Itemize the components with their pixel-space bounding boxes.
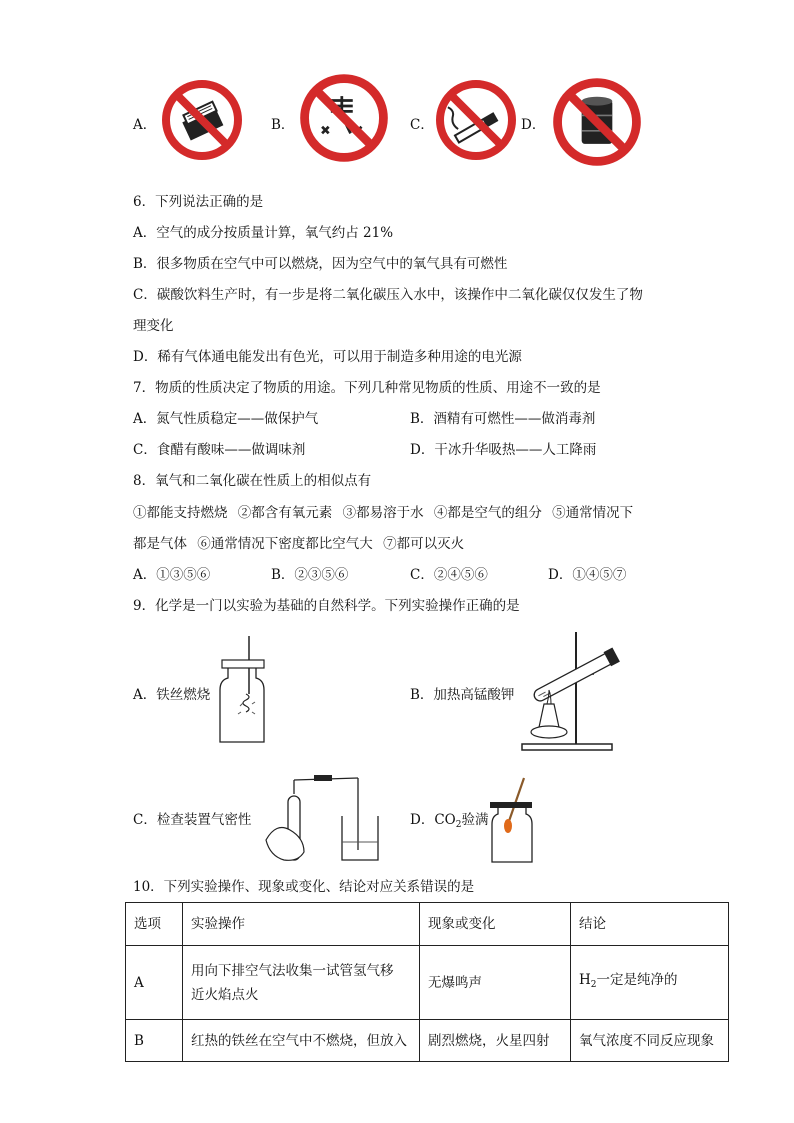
q7-option-c: C．食醋有酸味——做调味剂 [133,442,306,458]
table-row [126,1020,729,1062]
q10-stem: 10．下列实验操作、现象或变化、结论对应关系错误的是 [133,879,475,895]
q8-option-d: D．①④⑤⑦ [548,567,627,583]
row-b-operation: 红热的铁丝在空气中不燃烧，但放入 [183,1020,420,1062]
q9-option-d: D．$CO_2$验满 [410,812,489,830]
q9-stem: 9．化学是一门以实验为基础的自然科学。下列实验操作正确的是 [133,598,520,614]
sign-label-a: A． [133,117,157,133]
q7-stem: 7．物质的性质决定了物质的用途。下列几种常见物质的性质、用途不一致的是 [133,380,601,396]
q9-option-a: A．铁丝燃烧 [133,687,211,703]
q9-option-c: C．检查装置气密性 [133,812,252,828]
q7-option-d: D．干冰升华吸热——人工降雨 [410,442,597,458]
q7-option-a: A．氮气性质稳定——做保护气 [133,411,319,427]
q6-option-d: D．稀有气体通电能发出有色光，可以用于制造多种用途的电光源 [133,349,522,365]
row-a-conclusion: $H_2$一定是纯净的 [571,946,729,1020]
q8-statements-line1: ①都能支持燃烧 ②都含有氧元素 ③都易溶于水 ④都是空气的组分 ⑤通常情况下 [133,505,634,521]
q7-option-b: B．酒精有可燃性——做消毒剂 [410,411,596,427]
q6-option-a: A．空气的成分按质量计算，氧气约占 21% [133,225,394,241]
header-conclusion: 结论 [571,903,729,946]
q9-option-b: B．加热高锰酸钾 [410,687,515,703]
row-b-phenomenon: 剧烈燃烧，火星四射 [420,1020,571,1062]
row-b-option: B [126,1020,183,1062]
heating-potassium-permanganate-figure [512,628,632,754]
header-phenomenon: 现象或变化 [420,903,571,946]
no-smoking-sign [434,78,518,162]
sign-label-b: B． [271,117,295,133]
q8-stem: 8．氧气和二氧化碳在性质上的相似点有 [133,473,372,489]
co2-full-test-figure [488,774,538,866]
row-a-option: A [126,946,183,1020]
no-fireworks-sign [298,72,390,164]
airtightness-check-figure [258,770,388,864]
q6-option-c-line2: 理变化 [133,318,174,334]
q10-table [125,902,729,1062]
q6-option-b: B．很多物质在空气中可以燃烧，因为空气中的氧气具有可燃性 [133,256,508,272]
table-row [126,946,729,1020]
q8-option-b: B．②③⑤⑥ [271,567,349,583]
header-option: 选项 [126,903,183,946]
sign-label-c: C． [410,117,434,133]
row-b-conclusion: 氧气浓度不同反应现象 [571,1020,729,1062]
sign-label-d: D． [521,117,546,133]
q8-statements-line2: 都是气体 ⑥通常情况下密度都比空气大 ⑦都可以灭火 [133,536,465,552]
q6-stem: 6．下列说法正确的是 [133,194,264,210]
no-matches-sign [160,78,244,162]
q6-option-c-line1: C．碳酸饮料生产时，有一步是将二氧化碳压入水中，该操作中二氧化碳仅仅发生了物 [133,287,643,303]
no-oil-drum-sign [551,76,643,168]
row-a-phenomenon: 无爆鸣声 [420,946,571,1020]
table-header-row [126,903,729,946]
header-operation: 实验操作 [183,903,420,946]
row-a-operation: 用向下排空气法收集一试管氢气移 近火焰点火 [183,946,420,1020]
q8-option-c: C．②④⑤⑥ [410,567,488,583]
q8-option-a: A．①③⑤⑥ [133,567,211,583]
iron-wire-burning-figure [214,634,270,746]
